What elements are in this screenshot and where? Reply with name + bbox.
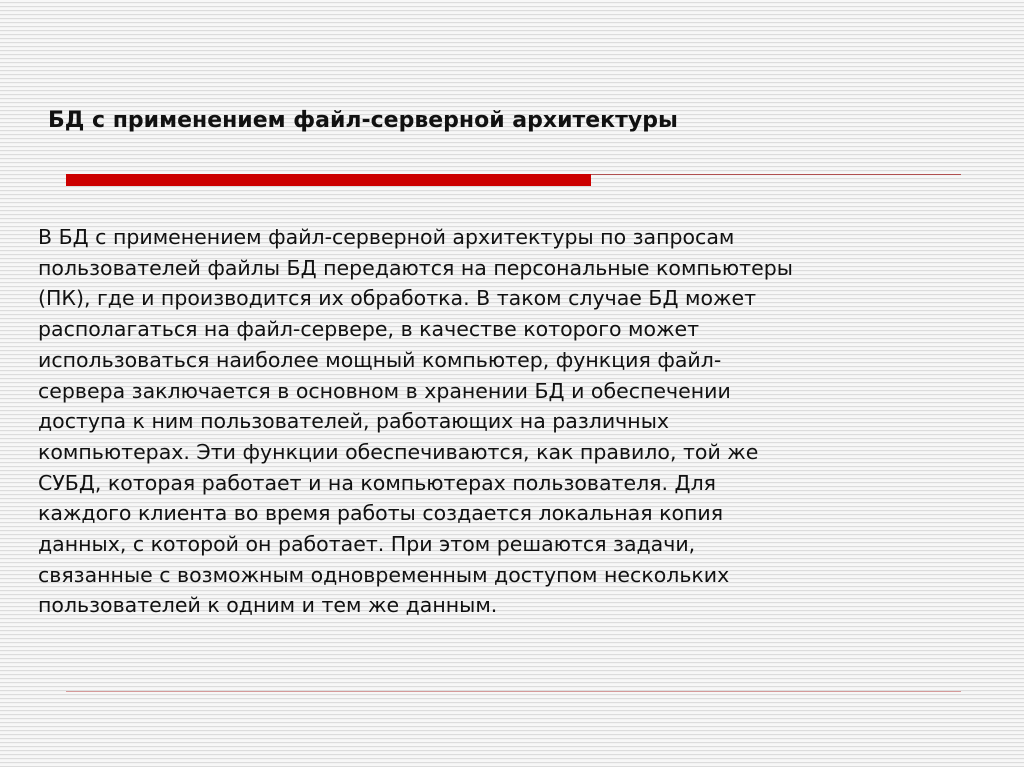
- body-line: данных, с которой он работает. При этом решаются задачи,: [38, 532, 696, 557]
- body-line: (ПК), где и производится их обработка. В таком случае БД может: [38, 286, 757, 311]
- body-line: использоваться наиболее мощный компьютер, функция файл-: [38, 347, 722, 372]
- body-line: СУБД, которая работает и на компьютерах пользователя. Для: [38, 470, 717, 495]
- body-line: В БД с применением файл-серверной архитектуры по запросам: [38, 225, 735, 249]
- body-line: компьютерах. Эти функции обеспечиваются, как правило, той же: [38, 439, 759, 464]
- body-line: каждого клиента во время работы создается локальная копия: [38, 501, 724, 526]
- title-underline-accent: [66, 174, 591, 186]
- body-line: связанные с возможным одновременным доступом нескольких: [38, 562, 730, 587]
- body-line: пользователей к одним и тем же данным.: [38, 593, 498, 618]
- slide-body-text: [38, 222, 978, 621]
- body-line: пользователей файлы БД передаются на персональные компьютеры: [38, 255, 793, 280]
- title-underline-thin: [591, 174, 961, 175]
- slide-title: БД с применением файл-серверной архитектуры: [48, 108, 678, 133]
- body-line: доступа к ним пользователей, работающих на различных: [38, 409, 670, 434]
- footer-divider: [66, 691, 961, 692]
- body-line: сервера заключается в основном в хранении БД и обеспечении: [38, 378, 731, 403]
- body-line: располагаться на файл-сервере, в качестве которого может: [38, 317, 700, 342]
